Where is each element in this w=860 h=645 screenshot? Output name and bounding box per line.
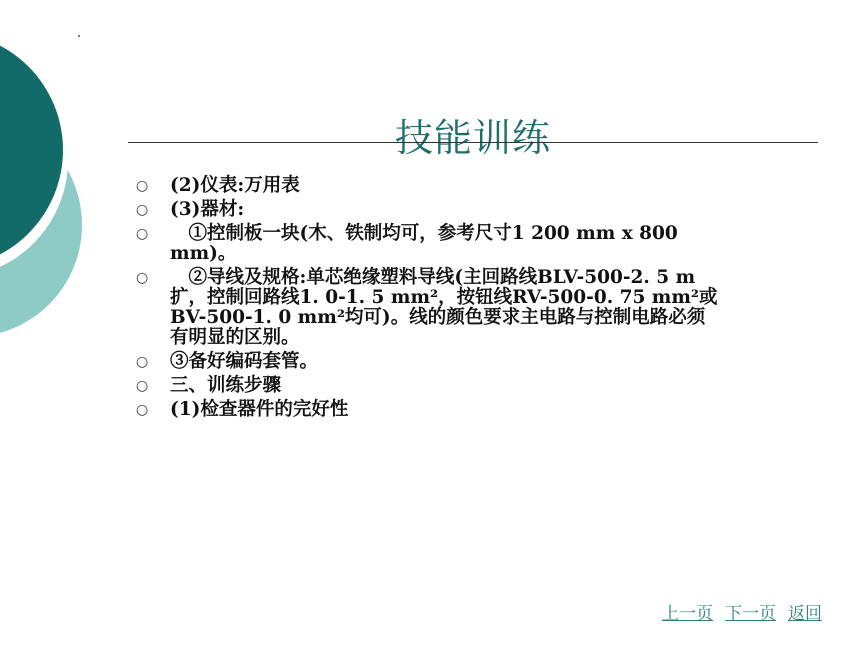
bullet-circle-icon: ○	[136, 378, 149, 394]
bullet-circle-icon: ○	[136, 226, 149, 242]
list-item: ○ (2)仪表:万用表	[136, 175, 300, 196]
decorative-dot	[78, 35, 80, 37]
bullet-circle-icon: ○	[136, 178, 149, 194]
list-item: ○ 三、训练步骤	[136, 375, 282, 396]
list-item: ○ (1)检查器件的完好性	[136, 399, 349, 420]
slide-navigation	[662, 599, 822, 624]
title-divider	[128, 142, 818, 143]
back-link[interactable]: 返回	[788, 604, 822, 624]
decorative-circles	[0, 0, 120, 360]
bullet-list	[136, 176, 816, 424]
next-page-link[interactable]: 下一页	[725, 604, 776, 624]
bullet-circle-icon: ○	[136, 354, 149, 370]
bullet-circle-icon: ○	[136, 402, 149, 418]
slide-title: 技能训练	[394, 116, 551, 161]
list-item: ○ (3)器材:	[136, 199, 245, 220]
list-item: ○ ③备好编码套管。	[136, 351, 319, 372]
bullet-circle-icon: ○	[136, 202, 149, 218]
prev-page-link[interactable]: 上一页	[662, 604, 713, 624]
list-item: ○ ②导线及规格:单芯绝缘塑料导线(主回路线BLV-500-2. 5 m 扩，控制回路线1. 0-1. 5 mm²，按钮线RV-500-0. 75 mm²或 BV-500-1. 0 mm²均可)。线的颜色要求主电路与控制电路必须 有明显的区别。	[136, 267, 718, 348]
list-item: ○ ①控制板一块(木、铁制均可，参考尺寸1 200 mm x 800 mm)。	[136, 223, 678, 264]
bullet-circle-icon: ○	[136, 270, 149, 286]
